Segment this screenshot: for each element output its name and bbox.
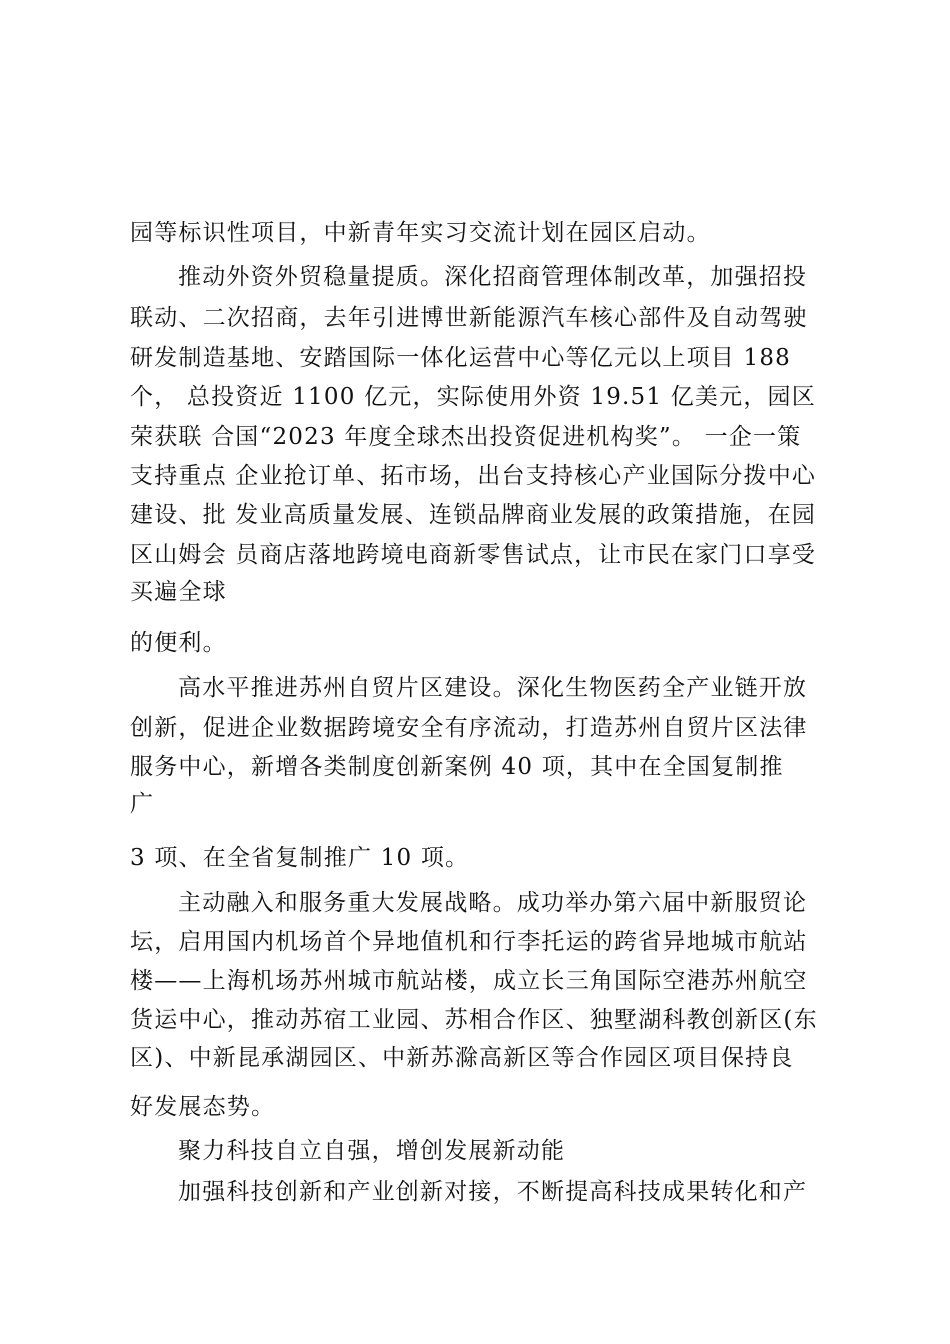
text-line: 区山姆会 员商店落地跨境电商新零售试点，让市民在家门口享受 xyxy=(130,542,817,568)
section-heading: 聚力科技自立自强，增创发展新动能 xyxy=(178,1138,566,1164)
text-line: 区)、中新昆承湖园区、中新苏滁高新区等合作园区项目保持良 xyxy=(130,1045,794,1071)
text-line: 坛，启用国内机场首个异地值机和行李托运的跨省异地城市航站 xyxy=(130,929,808,955)
text-line: 主动融入和服务重大发展战略。成功举办第六届中新服贸论 xyxy=(178,890,808,916)
text-line: 3 项、在全省复制推广 10 项。 xyxy=(130,845,470,871)
text-line: 广 xyxy=(130,791,155,817)
text-line: 买遍全球 xyxy=(130,579,227,605)
text-line: 楼——上海机场苏州城市航站楼，成立长三角国际空港苏州航空 xyxy=(130,968,808,994)
text-line: 推动外资外贸稳量提质。深化招商管理体制改革，加强招投 xyxy=(178,264,808,290)
text-line: 荣获联 合国“2023 年度全球杰出投资促进机构奖”。 一企一策 xyxy=(130,424,802,450)
text-line: 的便利。 xyxy=(130,630,227,656)
text-line: 研发制造基地、安踏国际一体化运营中心等亿元以上项目 188 xyxy=(130,345,792,371)
text-line: 园等标识性项目，中新青年实习交流计划在园区启动。 xyxy=(130,220,711,246)
text-line: 创新，促进企业数据跨境安全有序流动，打造苏州自贸片区法律 xyxy=(130,715,808,741)
text-line: 支持重点 企业抢订单、拓市场，出台支持核心产业国际分拨中心 xyxy=(130,463,817,489)
text-line: 高水平推进苏州自贸片区建设。深化生物医药全产业链开放 xyxy=(178,675,808,701)
text-line: 个， 总投资近 1100 亿元，实际使用外资 19.51 亿美元，园区 xyxy=(130,384,816,410)
text-line: 联动、二次招商，去年引进博世新能源汽车核心部件及自动驾驶 xyxy=(130,305,808,331)
text-line: 货运中心，推动苏宿工业园、苏相合作区、独墅湖科教创新区(东 xyxy=(130,1007,818,1033)
text-line: 服务中心，新增各类制度创新案例 40 项，其中在全国复制推 xyxy=(130,754,784,780)
text-line: 加强科技创新和产业创新对接，不断提高科技成果转化和产 xyxy=(178,1179,808,1205)
text-line: 好发展态势。 xyxy=(130,1094,276,1120)
text-line: 建设、批 发业高质量发展、连锁品牌商业发展的政策措施，在园 xyxy=(130,502,817,528)
